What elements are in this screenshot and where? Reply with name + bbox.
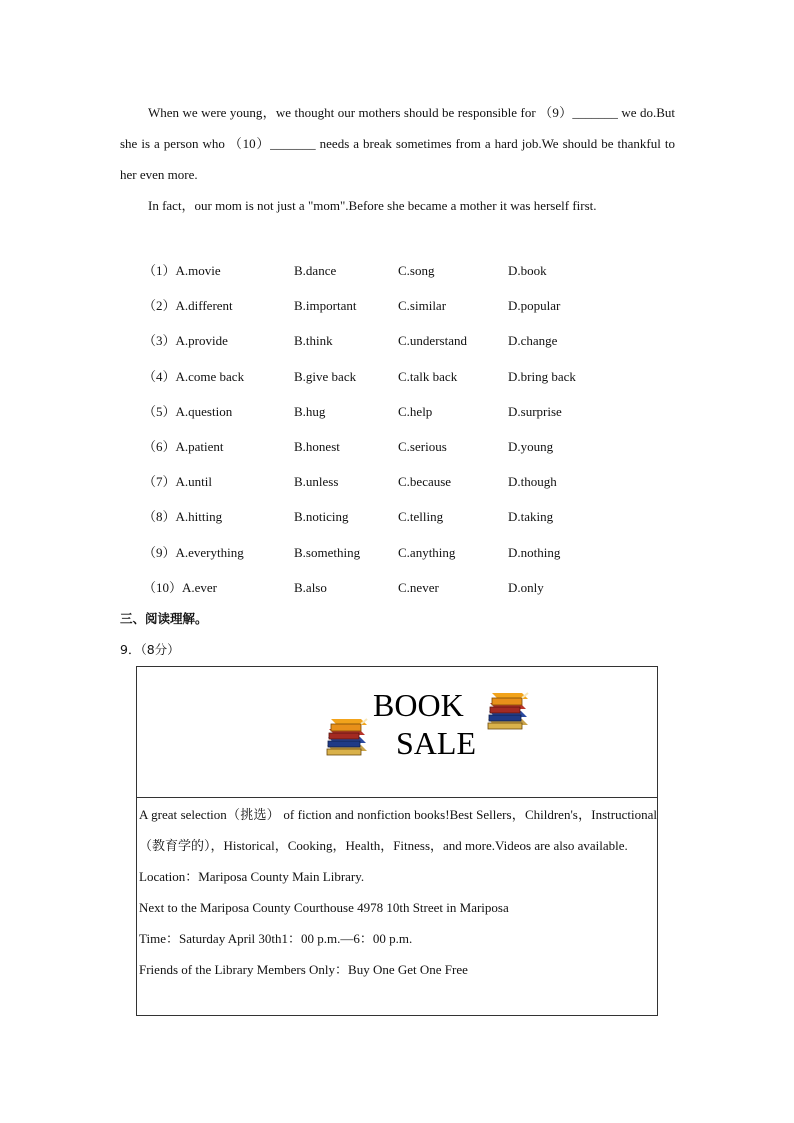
choice-d: D.taking <box>508 509 554 525</box>
passage-paragraph-2: In fact，our mom is not just a "mom".Before she became a mother it was herself first. <box>148 198 597 213</box>
choice-a: （6）A.patient <box>143 438 224 454</box>
books-stack-icon <box>323 715 369 757</box>
ad-address: Next to the Mariposa County Courthouse 4978 10th Street in Mariposa <box>139 900 509 915</box>
choice-b: B.think <box>294 333 333 349</box>
section-heading: 三、阅读理解。 <box>120 611 208 626</box>
ad-location: Location：Mariposa County Main Library. <box>139 869 365 884</box>
choice-row <box>0 570 794 605</box>
choice-c: C.help <box>398 403 433 419</box>
choice-d: D.popular <box>508 298 561 314</box>
choice-d: D.change <box>508 333 558 349</box>
ad-description: A great selection（挑选） of fiction and nonfiction books!Best Sellers，Children's，Instructional（教育学的），Historical，Cooking，Health，Fitness，and more.Videos are also available. <box>139 807 657 853</box>
choice-d: D.only <box>508 579 544 595</box>
choice-d: D.though <box>508 474 557 490</box>
choice-c: C.because <box>398 474 452 490</box>
ad-body <box>139 799 657 985</box>
ad-header <box>137 667 657 798</box>
choice-c: C.talk back <box>398 368 458 384</box>
choice-b: B.important <box>294 298 357 314</box>
choice-c: C.anything <box>398 544 456 560</box>
choice-c: C.similar <box>398 298 447 314</box>
choice-a: （1）A.movie <box>143 263 221 278</box>
choice-a: （3）A.provide <box>143 333 228 349</box>
choice-a: （9）A.everything <box>143 544 244 560</box>
choice-d: D.young <box>508 438 554 454</box>
choice-c: C.serious <box>398 438 447 454</box>
question-number: 9．（8分） <box>120 642 180 657</box>
ad-time: Time：Saturday April 30th1：00 p.m.—6：00 p.m. <box>139 931 413 946</box>
choice-b: B.honest <box>294 438 340 454</box>
choice-c: C.song <box>398 263 435 278</box>
choice-a: （8）A.hitting <box>143 509 223 525</box>
choice-b: B.something <box>294 544 361 560</box>
choice-d: D.surprise <box>508 403 562 419</box>
choice-c: C.never <box>398 579 439 595</box>
choice-a: （2）A.different <box>143 298 233 314</box>
choice-row <box>0 288 794 323</box>
choice-a: （5）A.question <box>143 403 233 419</box>
choice-row <box>0 359 794 394</box>
answer-choices <box>0 253 794 605</box>
book-sale-ad <box>136 666 658 1016</box>
choice-row <box>0 499 794 534</box>
ad-title-line-1: BOOK <box>373 687 464 723</box>
choice-a: （4）A.come back <box>143 368 245 384</box>
choice-d: D.book <box>508 263 547 278</box>
choice-c: C.understand <box>398 333 467 349</box>
choice-row <box>0 429 794 464</box>
choice-row <box>0 464 794 499</box>
choice-b: B.noticing <box>294 509 349 525</box>
books-stack-icon <box>484 689 530 731</box>
choice-a: （7）A.until <box>143 474 212 490</box>
choice-d: D.nothing <box>508 544 561 560</box>
passage-paragraph-1: When we were young，we thought our mothers should be responsible for （9）_______ we do.But she is a person who （10）_______ needs a break sometimes from a hard job.We should be thankful to her even more. <box>120 105 675 182</box>
ad-offer: Friends of the Library Members Only：Buy One Get One Free <box>139 962 468 977</box>
choice-b: B.dance <box>294 263 337 278</box>
choice-row <box>0 394 794 429</box>
choice-b: B.unless <box>294 474 339 490</box>
choice-c: C.telling <box>398 509 444 525</box>
choice-row <box>0 253 794 288</box>
choice-a: （10）A.ever <box>143 579 218 595</box>
choice-row <box>0 535 794 570</box>
choice-d: D.bring back <box>508 368 576 384</box>
choice-b: B.hug <box>294 403 326 419</box>
choice-b: B.give back <box>294 368 357 384</box>
ad-title-line-2: SALE <box>396 725 476 761</box>
choice-b: B.also <box>294 579 327 595</box>
choice-row <box>0 323 794 358</box>
